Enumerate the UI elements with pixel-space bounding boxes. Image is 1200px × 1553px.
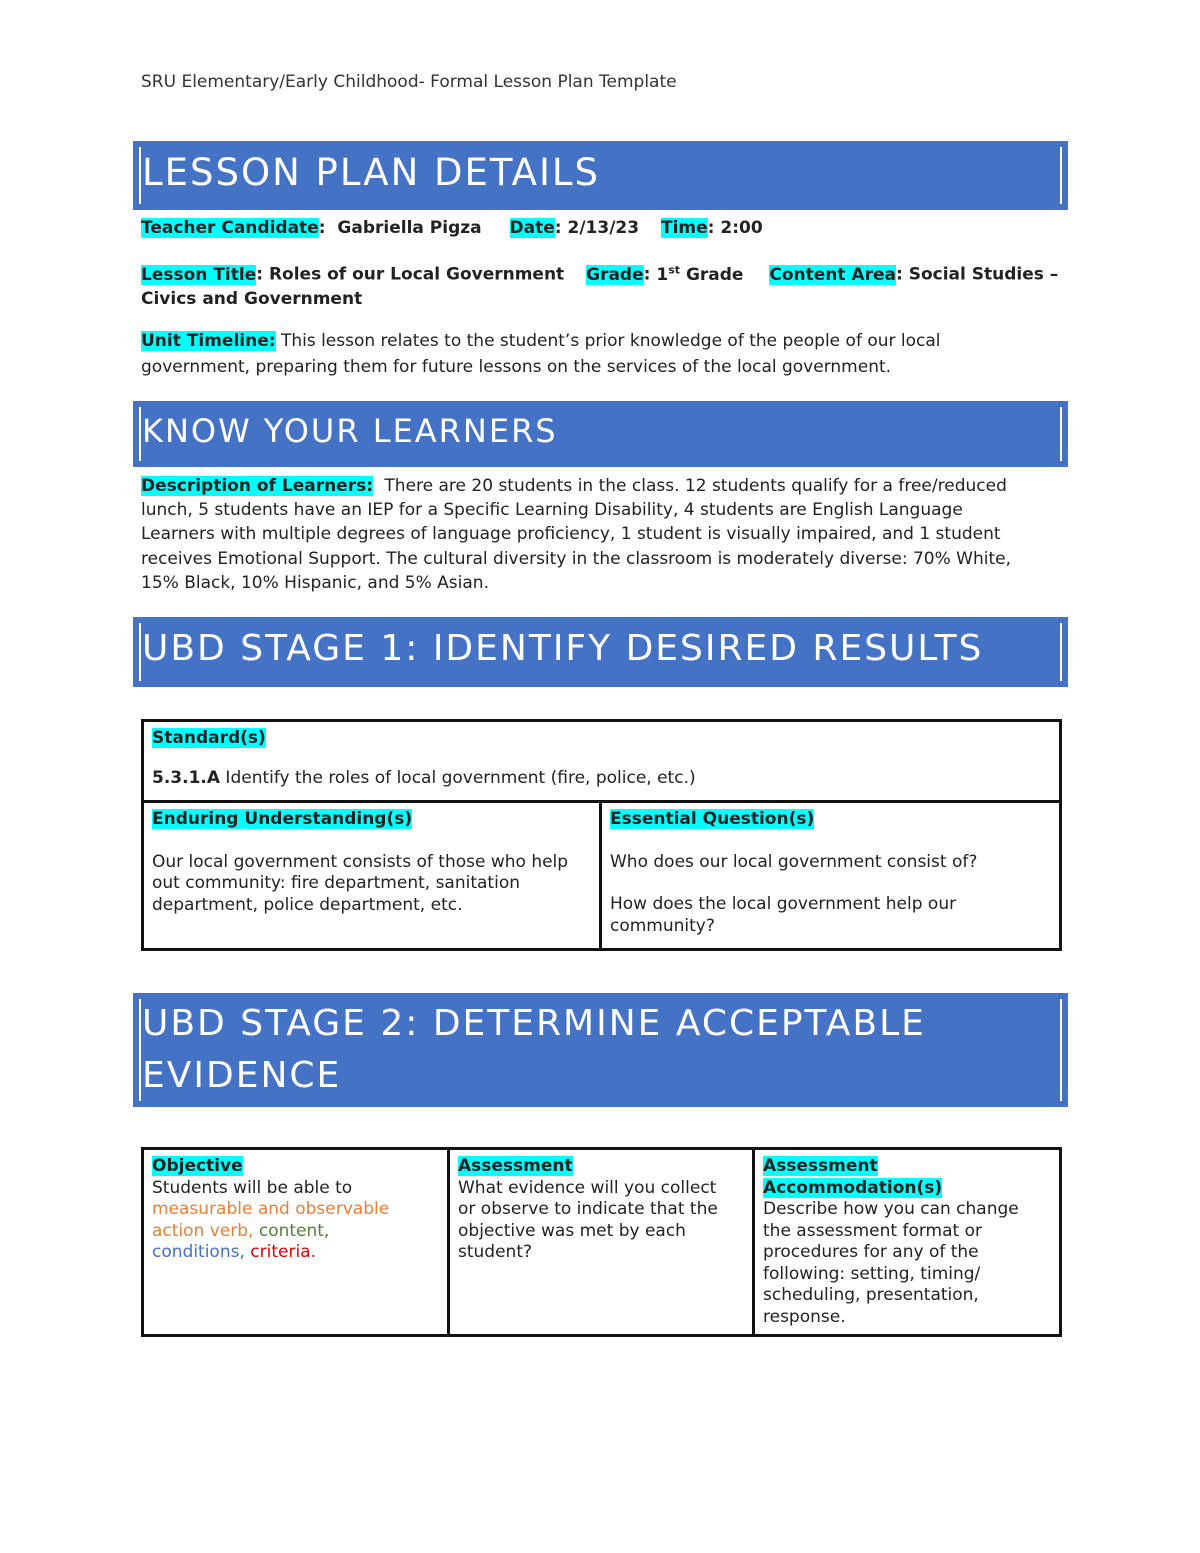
accom-line3: procedures for any of the	[763, 1242, 979, 1262]
objective-cell	[143, 1149, 449, 1336]
accom-line2: the assessment format or	[763, 1220, 982, 1241]
accom-line6: response.	[763, 1306, 846, 1327]
objective-line4: conditions, criteria.	[152, 1242, 316, 1262]
standard-code: 5.3.1.A	[152, 767, 221, 788]
assessment-line2: or observe to indicate that the	[458, 1199, 718, 1219]
objective-line3: action verb, content,	[152, 1220, 330, 1241]
grade-value: 1st Grade	[656, 263, 744, 285]
grade-label: Grade	[586, 264, 644, 285]
standards-label: Standard(s)	[152, 728, 266, 748]
running-header: SRU Elementary/Early Childhood- Formal Lesson Plan Template	[141, 72, 677, 92]
content-area-value: Social Studies –	[908, 264, 1059, 285]
content-area-label: Content Area	[769, 264, 896, 285]
lesson-title-line: Lesson Title: Roles of our Local Government Grade: 1st Grade Content Area: Social Studies –	[141, 263, 1059, 285]
standards-row	[143, 721, 1061, 802]
objective-line1: Students will be able to	[152, 1177, 353, 1198]
essential-question-cell	[601, 802, 1061, 950]
learners-line4: receives Emotional Support. The cultural diversity in the classroom is moderately diverse: 70% White,	[141, 549, 1011, 569]
unit-timeline-line1	[141, 331, 941, 351]
content-area-value-continued: Civics and Government	[141, 289, 363, 309]
enduring-understanding-label: Enduring Understanding(s)	[152, 809, 413, 829]
eu-line1: Our local government consists of those who help	[152, 851, 569, 872]
assessment-line4: student?	[458, 1242, 533, 1262]
section-banner-details	[133, 141, 1068, 210]
section-title-stage2-line2: EVIDENCE	[142, 1055, 342, 1096]
objective-orange-1: measurable and observable	[152, 1199, 390, 1219]
section-banner-learners	[133, 401, 1068, 467]
assessment-cell	[449, 1149, 754, 1336]
teacher-date-time-line: Teacher Candidate: Gabriella Pigza Date: 2/13/23 Time: 2:00	[141, 218, 763, 238]
standards-cell	[143, 721, 1061, 802]
eq-2-line2: community?	[610, 915, 715, 936]
accommodation-cell	[754, 1149, 1061, 1336]
standard-text: Identify the roles of local government (fire, police, etc.)	[220, 767, 696, 788]
eq-2-line1: How does the local government help our	[610, 894, 957, 914]
time-label: Time	[661, 218, 708, 238]
learners-line3: Learners with multiple degrees of language proficiency, 1 student is visually impaired, and 1 student	[141, 524, 1001, 544]
essential-question-label: Essential Question(s)	[610, 809, 815, 829]
accom-line5: scheduling, presentation,	[763, 1285, 979, 1305]
standard-item	[152, 768, 1051, 790]
description-of-learners-label: Description of Learners:	[141, 476, 374, 496]
unit-timeline-text: This lesson relates to the student’s prior knowledge of the people of our local	[280, 331, 941, 351]
learners-line2: lunch, 5 students have an IEP for a Specific Learning Disability, 4 students are English Language	[141, 500, 963, 520]
learners-text-1: There are 20 students in the class. 12 students qualify for a free/reduced	[384, 476, 1007, 496]
eu-line3: department, police department, etc.	[152, 894, 463, 915]
time-value: 2:00	[720, 218, 763, 238]
section-banner-stage2	[133, 993, 1068, 1107]
teacher-candidate-label: Teacher Candidate	[141, 218, 319, 238]
enduring-understanding-cell	[143, 802, 601, 950]
date-label: Date	[509, 218, 555, 238]
assessment-line3: objective was met by each	[458, 1220, 686, 1241]
objective-label: Objective	[152, 1156, 243, 1176]
assessment-line1: What evidence will you collect	[458, 1177, 717, 1198]
accom-line1: Describe how you can change	[763, 1199, 1019, 1219]
eq-1: Who does our local government consist of?	[610, 851, 978, 872]
accommodation-label: Assessment Accommodation(s)	[763, 1156, 943, 1198]
learners-line5: 15% Black, 10% Hispanic, and 5% Asian.	[141, 573, 489, 593]
accom-line4: following: setting, timing/	[763, 1263, 981, 1284]
section-title-details: LESSON PLAN DETAILS	[142, 151, 600, 194]
unit-timeline-label: Unit Timeline:	[141, 331, 276, 351]
lesson-title-label: Lesson Title	[141, 264, 257, 285]
teacher-candidate-value: Gabriella Pigza	[337, 218, 482, 238]
section-title-learners: KNOW YOUR LEARNERS	[142, 412, 558, 450]
stage2-table	[141, 1147, 1062, 1337]
section-title-stage1: UBD STAGE 1: IDENTIFY DESIRED RESULTS	[142, 628, 984, 669]
lesson-title-value: Roles of our Local Government	[268, 264, 565, 285]
unit-timeline-line2: government, preparing them for future lessons on the services of the local government.	[141, 357, 892, 377]
stage1-table	[141, 719, 1062, 951]
eu-eq-row	[143, 802, 1061, 950]
learners-line1	[141, 476, 1007, 496]
stage2-row	[143, 1149, 1061, 1336]
section-banner-stage1	[133, 617, 1068, 687]
eu-line2: out community: fire department, sanitation	[152, 873, 520, 893]
date-value: 2/13/23	[567, 218, 640, 238]
assessment-label: Assessment	[458, 1156, 573, 1176]
section-title-stage2-line1: UBD STAGE 2: DETERMINE ACCEPTABLE	[142, 1003, 926, 1044]
